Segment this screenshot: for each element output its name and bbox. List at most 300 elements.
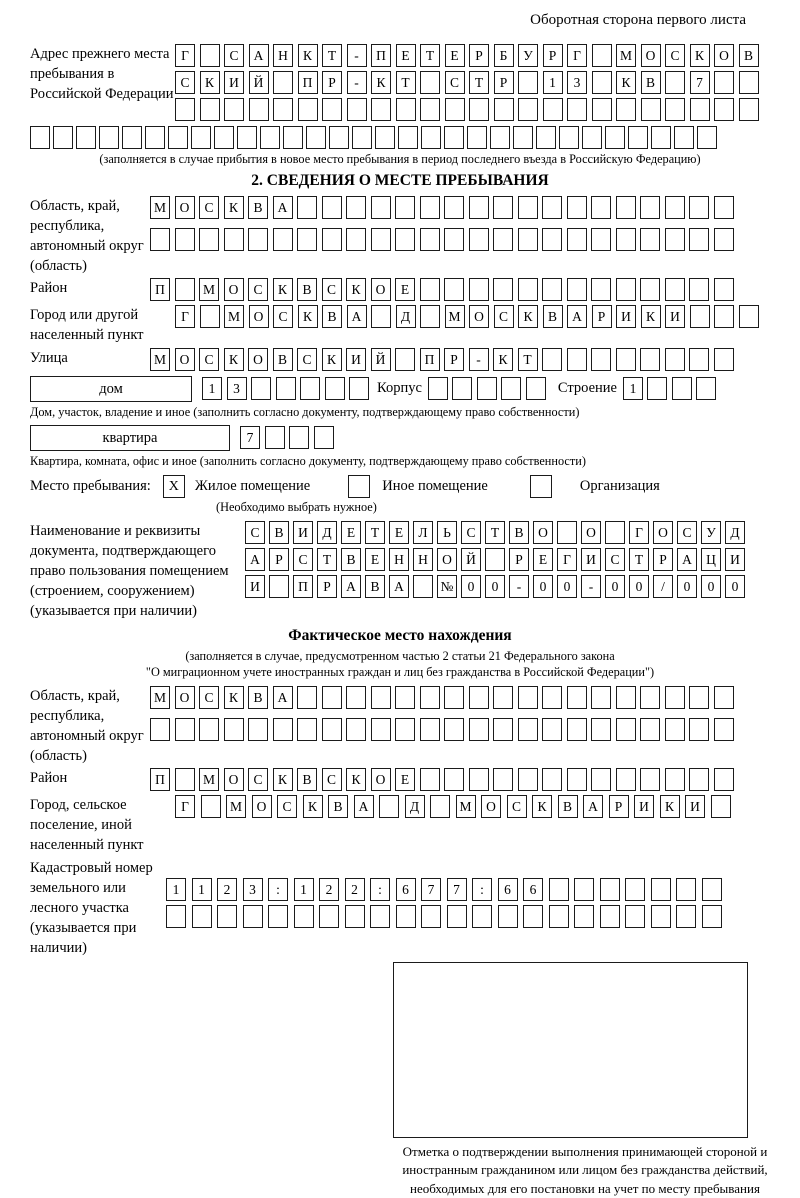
char-cell[interactable] <box>447 905 467 928</box>
char-cell[interactable]: 2 <box>319 878 339 901</box>
char-cell[interactable] <box>518 718 538 741</box>
char-cell[interactable] <box>469 228 489 251</box>
char-cell[interactable]: 7 <box>240 426 260 449</box>
char-cell[interactable] <box>714 686 734 709</box>
char-cell[interactable]: И <box>725 548 745 571</box>
char-cell[interactable]: С <box>175 71 195 94</box>
char-cell[interactable] <box>591 768 611 791</box>
checkbox-residential[interactable]: X <box>163 475 185 498</box>
char-cell[interactable] <box>370 905 390 928</box>
char-cell[interactable] <box>469 768 489 791</box>
char-cell[interactable] <box>542 348 562 371</box>
char-cell[interactable] <box>591 348 611 371</box>
char-cell[interactable]: Е <box>389 521 409 544</box>
char-cell[interactable]: О <box>481 795 501 818</box>
char-cell[interactable] <box>395 228 415 251</box>
char-cell[interactable] <box>249 98 269 121</box>
char-cell[interactable] <box>714 305 734 328</box>
char-cell[interactable] <box>224 228 244 251</box>
char-cell[interactable]: Т <box>485 521 505 544</box>
char-cell[interactable] <box>739 71 759 94</box>
char-cell[interactable]: Т <box>518 348 538 371</box>
char-cell[interactable] <box>702 905 722 928</box>
char-cell[interactable] <box>696 377 716 400</box>
char-cell[interactable]: К <box>224 348 244 371</box>
char-cell[interactable] <box>371 98 391 121</box>
char-cell[interactable] <box>591 196 611 219</box>
char-cell[interactable]: Г <box>557 548 577 571</box>
char-cell[interactable] <box>641 98 661 121</box>
char-cell[interactable] <box>665 98 685 121</box>
char-cell[interactable] <box>395 348 415 371</box>
char-cell[interactable] <box>150 228 170 251</box>
char-cell[interactable] <box>430 795 450 818</box>
char-cell[interactable] <box>306 126 326 149</box>
char-cell[interactable] <box>99 126 119 149</box>
char-cell[interactable] <box>345 905 365 928</box>
char-cell[interactable] <box>689 196 709 219</box>
char-cell[interactable]: П <box>150 278 170 301</box>
char-cell[interactable] <box>314 426 334 449</box>
char-cell[interactable] <box>625 878 645 901</box>
char-cell[interactable]: А <box>567 305 587 328</box>
char-cell[interactable]: И <box>293 521 313 544</box>
char-cell[interactable]: С <box>322 768 342 791</box>
char-cell[interactable]: В <box>297 278 317 301</box>
char-cell[interactable]: И <box>245 575 265 598</box>
char-cell[interactable] <box>605 521 625 544</box>
char-cell[interactable]: М <box>199 278 219 301</box>
char-cell[interactable] <box>379 795 399 818</box>
char-cell[interactable]: 1 <box>623 377 643 400</box>
char-cell[interactable]: А <box>245 548 265 571</box>
char-cell[interactable] <box>567 278 587 301</box>
char-cell[interactable] <box>714 196 734 219</box>
char-cell[interactable] <box>371 718 391 741</box>
char-cell[interactable] <box>591 278 611 301</box>
char-cell[interactable]: 7 <box>447 878 467 901</box>
char-cell[interactable]: Н <box>389 548 409 571</box>
char-cell[interactable] <box>628 126 648 149</box>
char-cell[interactable] <box>676 905 696 928</box>
char-cell[interactable] <box>444 228 464 251</box>
char-cell[interactable]: О <box>175 686 195 709</box>
char-cell[interactable]: Т <box>396 71 416 94</box>
char-cell[interactable] <box>714 71 734 94</box>
char-cell[interactable]: Р <box>269 548 289 571</box>
char-cell[interactable]: Е <box>341 521 361 544</box>
char-cell[interactable]: К <box>224 196 244 219</box>
char-cell[interactable] <box>396 905 416 928</box>
char-cell[interactable] <box>224 718 244 741</box>
char-cell[interactable]: О <box>248 348 268 371</box>
char-cell[interactable] <box>322 98 342 121</box>
char-cell[interactable] <box>600 905 620 928</box>
char-cell[interactable] <box>493 228 513 251</box>
char-cell[interactable]: С <box>199 196 219 219</box>
char-cell[interactable]: Р <box>509 548 529 571</box>
char-cell[interactable] <box>175 718 195 741</box>
char-cell[interactable] <box>591 718 611 741</box>
char-cell[interactable]: Т <box>317 548 337 571</box>
char-cell[interactable] <box>150 718 170 741</box>
char-cell[interactable]: А <box>341 575 361 598</box>
char-cell[interactable] <box>217 905 237 928</box>
char-cell[interactable]: 1 <box>166 878 186 901</box>
char-cell[interactable]: М <box>616 44 636 67</box>
char-cell[interactable]: 3 <box>243 878 263 901</box>
char-cell[interactable] <box>665 768 685 791</box>
char-cell[interactable] <box>352 126 372 149</box>
char-cell[interactable]: 1 <box>192 878 212 901</box>
char-cell[interactable]: У <box>518 44 538 67</box>
char-cell[interactable]: О <box>249 305 269 328</box>
char-cell[interactable]: Т <box>322 44 342 67</box>
char-cell[interactable]: В <box>558 795 578 818</box>
char-cell[interactable]: В <box>341 548 361 571</box>
char-cell[interactable] <box>469 98 489 121</box>
char-cell[interactable] <box>689 768 709 791</box>
char-cell[interactable]: Г <box>175 795 195 818</box>
char-cell[interactable] <box>273 98 293 121</box>
char-cell[interactable]: О <box>641 44 661 67</box>
char-cell[interactable] <box>714 98 734 121</box>
char-cell[interactable] <box>536 126 556 149</box>
char-cell[interactable]: О <box>252 795 272 818</box>
char-cell[interactable] <box>647 377 667 400</box>
char-cell[interactable]: В <box>641 71 661 94</box>
char-cell[interactable]: О <box>653 521 673 544</box>
char-cell[interactable] <box>542 278 562 301</box>
char-cell[interactable] <box>122 126 142 149</box>
char-cell[interactable]: В <box>248 686 268 709</box>
char-cell[interactable]: Д <box>317 521 337 544</box>
char-cell[interactable] <box>420 686 440 709</box>
char-cell[interactable]: С <box>461 521 481 544</box>
char-cell[interactable] <box>543 98 563 121</box>
char-cell[interactable] <box>690 98 710 121</box>
char-cell[interactable]: 0 <box>533 575 553 598</box>
char-cell[interactable]: А <box>347 305 367 328</box>
char-cell[interactable] <box>191 126 211 149</box>
char-cell[interactable] <box>420 196 440 219</box>
char-cell[interactable]: Е <box>445 44 465 67</box>
char-cell[interactable] <box>199 228 219 251</box>
char-cell[interactable]: Е <box>396 44 416 67</box>
char-cell[interactable]: П <box>371 44 391 67</box>
char-cell[interactable]: 1 <box>202 377 222 400</box>
char-cell[interactable] <box>518 228 538 251</box>
char-cell[interactable] <box>444 768 464 791</box>
char-cell[interactable]: К <box>298 44 318 67</box>
char-cell[interactable] <box>518 278 538 301</box>
char-cell[interactable] <box>421 126 441 149</box>
char-cell[interactable]: П <box>298 71 318 94</box>
char-cell[interactable] <box>294 905 314 928</box>
char-cell[interactable] <box>444 718 464 741</box>
char-cell[interactable]: 6 <box>523 878 543 901</box>
char-cell[interactable]: 2 <box>345 878 365 901</box>
char-cell[interactable]: М <box>150 686 170 709</box>
char-cell[interactable]: Ь <box>437 521 457 544</box>
char-cell[interactable] <box>542 768 562 791</box>
char-cell[interactable] <box>322 196 342 219</box>
char-cell[interactable]: К <box>641 305 661 328</box>
char-cell[interactable]: В <box>543 305 563 328</box>
char-cell[interactable] <box>349 377 369 400</box>
char-cell[interactable]: Р <box>494 71 514 94</box>
char-cell[interactable] <box>420 768 440 791</box>
char-cell[interactable]: 6 <box>396 878 416 901</box>
char-cell[interactable]: А <box>249 44 269 67</box>
char-cell[interactable] <box>616 98 636 121</box>
char-cell[interactable]: М <box>456 795 476 818</box>
char-cell[interactable]: И <box>685 795 705 818</box>
char-cell[interactable]: К <box>273 278 293 301</box>
char-cell[interactable] <box>276 377 296 400</box>
char-cell[interactable]: 0 <box>677 575 697 598</box>
char-cell[interactable]: А <box>273 196 293 219</box>
char-cell[interactable]: С <box>199 686 219 709</box>
char-cell[interactable] <box>273 71 293 94</box>
char-cell[interactable] <box>469 718 489 741</box>
char-cell[interactable] <box>542 228 562 251</box>
char-cell[interactable]: В <box>273 348 293 371</box>
char-cell[interactable] <box>616 348 636 371</box>
char-cell[interactable] <box>243 905 263 928</box>
char-cell[interactable] <box>346 196 366 219</box>
char-cell[interactable] <box>567 768 587 791</box>
char-cell[interactable]: С <box>248 768 268 791</box>
char-cell[interactable]: 3 <box>567 71 587 94</box>
char-cell[interactable]: 2 <box>217 878 237 901</box>
char-cell[interactable] <box>557 521 577 544</box>
char-cell[interactable]: Д <box>405 795 425 818</box>
char-cell[interactable]: К <box>532 795 552 818</box>
char-cell[interactable] <box>395 718 415 741</box>
char-cell[interactable] <box>559 126 579 149</box>
char-cell[interactable]: : <box>370 878 390 901</box>
char-cell[interactable]: 0 <box>629 575 649 598</box>
char-cell[interactable] <box>413 575 433 598</box>
char-cell[interactable]: Т <box>629 548 649 571</box>
char-cell[interactable]: В <box>509 521 529 544</box>
char-cell[interactable] <box>714 348 734 371</box>
char-cell[interactable] <box>542 196 562 219</box>
char-cell[interactable]: О <box>224 768 244 791</box>
char-cell[interactable]: - <box>469 348 489 371</box>
char-cell[interactable] <box>371 305 391 328</box>
char-cell[interactable]: Т <box>420 44 440 67</box>
char-cell[interactable] <box>526 377 546 400</box>
char-cell[interactable] <box>445 98 465 121</box>
char-cell[interactable] <box>192 905 212 928</box>
char-cell[interactable]: С <box>507 795 527 818</box>
char-cell[interactable]: С <box>605 548 625 571</box>
char-cell[interactable]: И <box>581 548 601 571</box>
char-cell[interactable] <box>665 71 685 94</box>
char-cell[interactable]: Ц <box>701 548 721 571</box>
char-cell[interactable]: М <box>199 768 219 791</box>
char-cell[interactable]: М <box>224 305 244 328</box>
char-cell[interactable]: Е <box>395 768 415 791</box>
char-cell[interactable] <box>574 878 594 901</box>
char-cell[interactable] <box>697 126 717 149</box>
char-cell[interactable] <box>674 126 694 149</box>
char-cell[interactable]: Н <box>413 548 433 571</box>
char-cell[interactable]: 6 <box>498 878 518 901</box>
char-cell[interactable]: Р <box>543 44 563 67</box>
char-cell[interactable]: К <box>298 305 318 328</box>
char-cell[interactable]: С <box>277 795 297 818</box>
char-cell[interactable] <box>166 905 186 928</box>
char-cell[interactable]: В <box>322 305 342 328</box>
char-cell[interactable]: Е <box>533 548 553 571</box>
char-cell[interactable] <box>53 126 73 149</box>
char-cell[interactable]: 0 <box>557 575 577 598</box>
char-cell[interactable] <box>444 196 464 219</box>
char-cell[interactable] <box>567 718 587 741</box>
char-cell[interactable] <box>665 348 685 371</box>
char-cell[interactable] <box>322 228 342 251</box>
char-cell[interactable] <box>493 686 513 709</box>
char-cell[interactable]: О <box>224 278 244 301</box>
char-cell[interactable]: К <box>371 71 391 94</box>
char-cell[interactable]: К <box>690 44 710 67</box>
char-cell[interactable] <box>273 718 293 741</box>
char-cell[interactable] <box>665 686 685 709</box>
char-cell[interactable] <box>346 686 366 709</box>
char-cell[interactable] <box>518 686 538 709</box>
char-cell[interactable]: Н <box>273 44 293 67</box>
char-cell[interactable]: К <box>303 795 323 818</box>
char-cell[interactable]: О <box>714 44 734 67</box>
char-cell[interactable]: М <box>150 196 170 219</box>
char-cell[interactable]: О <box>175 196 195 219</box>
char-cell[interactable]: П <box>293 575 313 598</box>
char-cell[interactable] <box>297 196 317 219</box>
char-cell[interactable] <box>542 686 562 709</box>
char-cell[interactable] <box>467 126 487 149</box>
char-cell[interactable]: Р <box>469 44 489 67</box>
char-cell[interactable] <box>689 278 709 301</box>
char-cell[interactable]: А <box>583 795 603 818</box>
char-cell[interactable] <box>640 196 660 219</box>
char-cell[interactable] <box>265 426 285 449</box>
char-cell[interactable]: О <box>175 348 195 371</box>
char-cell[interactable]: Г <box>175 305 195 328</box>
char-cell[interactable] <box>689 228 709 251</box>
char-cell[interactable] <box>175 768 195 791</box>
char-cell[interactable] <box>592 98 612 121</box>
char-cell[interactable] <box>168 126 188 149</box>
char-cell[interactable] <box>689 348 709 371</box>
char-cell[interactable] <box>665 278 685 301</box>
char-cell[interactable] <box>428 377 448 400</box>
char-cell[interactable]: 3 <box>227 377 247 400</box>
char-cell[interactable] <box>493 196 513 219</box>
char-cell[interactable] <box>513 126 533 149</box>
char-cell[interactable] <box>640 228 660 251</box>
char-cell[interactable] <box>420 305 440 328</box>
char-cell[interactable] <box>485 548 505 571</box>
char-cell[interactable]: - <box>347 44 367 67</box>
char-cell[interactable] <box>346 718 366 741</box>
char-cell[interactable] <box>714 228 734 251</box>
char-cell[interactable] <box>676 878 696 901</box>
char-cell[interactable] <box>395 196 415 219</box>
char-cell[interactable] <box>591 228 611 251</box>
char-cell[interactable] <box>616 228 636 251</box>
char-cell[interactable]: А <box>354 795 374 818</box>
char-cell[interactable] <box>145 126 165 149</box>
char-cell[interactable] <box>420 98 440 121</box>
char-cell[interactable] <box>477 377 497 400</box>
char-cell[interactable]: О <box>437 548 457 571</box>
char-cell[interactable] <box>444 126 464 149</box>
char-cell[interactable] <box>214 126 234 149</box>
char-cell[interactable]: И <box>346 348 366 371</box>
char-cell[interactable]: К <box>346 278 366 301</box>
char-cell[interactable]: Г <box>629 521 649 544</box>
char-cell[interactable]: К <box>616 71 636 94</box>
char-cell[interactable]: : <box>472 878 492 901</box>
char-cell[interactable] <box>549 905 569 928</box>
char-cell[interactable] <box>523 905 543 928</box>
char-cell[interactable] <box>651 905 671 928</box>
char-cell[interactable] <box>592 71 612 94</box>
char-cell[interactable] <box>199 718 219 741</box>
char-cell[interactable] <box>518 196 538 219</box>
char-cell[interactable] <box>640 278 660 301</box>
char-cell[interactable] <box>237 126 257 149</box>
char-cell[interactable] <box>224 98 244 121</box>
char-cell[interactable]: В <box>328 795 348 818</box>
char-cell[interactable]: М <box>150 348 170 371</box>
char-cell[interactable] <box>518 71 538 94</box>
char-cell[interactable]: К <box>346 768 366 791</box>
char-cell[interactable] <box>665 228 685 251</box>
checkbox-organization[interactable] <box>530 475 552 498</box>
char-cell[interactable]: И <box>616 305 636 328</box>
char-cell[interactable]: С <box>297 348 317 371</box>
char-cell[interactable] <box>625 905 645 928</box>
char-cell[interactable] <box>297 228 317 251</box>
char-cell[interactable] <box>201 795 221 818</box>
char-cell[interactable]: С <box>248 278 268 301</box>
char-cell[interactable]: В <box>297 768 317 791</box>
char-cell[interactable]: П <box>150 768 170 791</box>
char-cell[interactable]: - <box>581 575 601 598</box>
char-cell[interactable] <box>665 718 685 741</box>
char-cell[interactable] <box>549 878 569 901</box>
char-cell[interactable] <box>289 426 309 449</box>
char-cell[interactable]: У <box>701 521 721 544</box>
char-cell[interactable] <box>567 348 587 371</box>
char-cell[interactable] <box>251 377 271 400</box>
char-cell[interactable] <box>616 196 636 219</box>
char-cell[interactable]: Р <box>444 348 464 371</box>
char-cell[interactable] <box>283 126 303 149</box>
char-cell[interactable] <box>494 98 514 121</box>
char-cell[interactable] <box>421 905 441 928</box>
char-cell[interactable] <box>444 686 464 709</box>
char-cell[interactable] <box>175 98 195 121</box>
char-cell[interactable]: И <box>634 795 654 818</box>
char-cell[interactable]: О <box>371 768 391 791</box>
char-cell[interactable]: Й <box>461 548 481 571</box>
char-cell[interactable]: Й <box>249 71 269 94</box>
